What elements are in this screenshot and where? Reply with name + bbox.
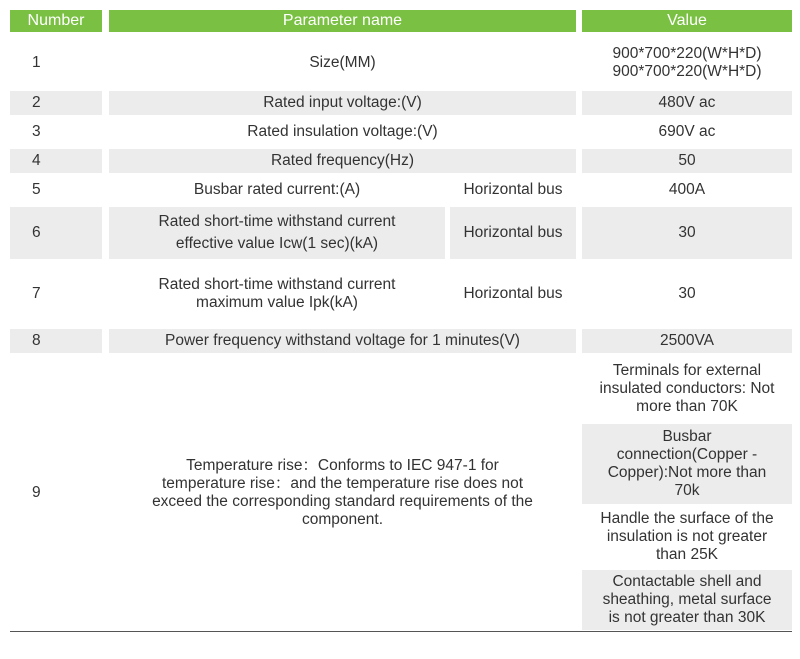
row-9-value-2-line-2: connection(Copper - xyxy=(616,446,758,463)
row-2-number: 2 xyxy=(10,91,102,115)
header-parameter-name: Parameter name xyxy=(109,10,576,32)
row-9-value-3-line-2: insulation is not greater xyxy=(606,528,768,545)
row-5-value: 400A xyxy=(582,177,792,203)
row-9-parameter-line-4: component. xyxy=(302,511,383,528)
row-9-value-3-line-3: than 25K xyxy=(655,546,719,563)
header-number: Number xyxy=(10,10,102,32)
row-3-number: 3 xyxy=(10,119,102,145)
row-6-parameter xyxy=(109,207,445,259)
row-9-value-4-line-2: sheathing, metal surface xyxy=(602,591,772,608)
row-9-parameter-line-3: exceed the corresponding standard requirements of the xyxy=(152,493,533,510)
row-6-number: 6 xyxy=(10,207,102,259)
row-7-parameter xyxy=(109,263,445,325)
row-5-number: 5 xyxy=(10,177,102,203)
row-1-parameter: Size(MM) xyxy=(109,37,576,89)
row-8-value: 2500VA xyxy=(582,329,792,353)
row-9-parameter xyxy=(109,357,576,629)
row-7-number: 7 xyxy=(10,263,102,325)
row-4-parameter: Rated frequency(Hz) xyxy=(109,149,576,173)
row-5-parameter: Busbar rated current:(A) xyxy=(109,177,445,203)
row-9-parameter-line-2: temperature rise：and the temperature rise does not xyxy=(162,475,523,492)
row-9-number: 9 xyxy=(10,357,102,629)
row-5-sub-parameter: Horizontal bus xyxy=(450,177,576,203)
row-6-parameter-line-1: Rated short-time withstand current xyxy=(158,213,396,230)
row-4-number: 4 xyxy=(10,149,102,173)
row-7-parameter-line-1: Rated short-time withstand current xyxy=(158,276,396,293)
row-6-parameter-line-2: effective value Icw(1 sec)(kA) xyxy=(175,235,379,252)
row-1-number: 1 xyxy=(10,37,102,89)
header-value: Value xyxy=(582,10,792,32)
row-9-value-4-line-1: Contactable shell and xyxy=(612,573,762,590)
row-2-value: 480V ac xyxy=(582,91,792,115)
row-9-value-2-line-1: Busbar xyxy=(662,428,712,445)
row-2-parameter: Rated input voltage:(V) xyxy=(109,91,576,115)
row-9-value-terminals xyxy=(582,357,792,421)
row-1-value-line-1: 900*700*220(W*H*D) xyxy=(612,45,762,62)
row-9-value-handle xyxy=(582,507,792,567)
row-9-value-2-line-4: 70k xyxy=(674,482,700,499)
row-9-value-1-line-2: insulated conductors: Not xyxy=(599,380,775,397)
row-9-value-1-line-3: more than 70K xyxy=(636,398,738,415)
row-9-value-1-line-1: Terminals for external xyxy=(612,362,762,379)
row-7-sub-parameter: Horizontal bus xyxy=(450,263,576,325)
row-3-parameter: Rated insulation voltage:(V) xyxy=(109,119,576,145)
row-9-value-2-line-3: Copper):Not more than xyxy=(607,464,767,481)
row-6-value: 30 xyxy=(582,207,792,259)
row-9-value-busbar xyxy=(582,424,792,504)
row-8-parameter: Power frequency withstand voltage for 1 minutes(V) xyxy=(109,329,576,353)
row-7-value: 30 xyxy=(582,263,792,325)
row-9-value-4-line-3: is not greater than 30K xyxy=(608,609,766,626)
row-8-number: 8 xyxy=(10,329,102,353)
row-1-value-line-2: 900*700*220(W*H*D) xyxy=(612,63,762,80)
row-1-value xyxy=(582,37,792,89)
row-4-value: 50 xyxy=(582,149,792,173)
row-9-value-3-line-1: Handle the surface of the xyxy=(600,510,774,527)
row-6-sub-parameter: Horizontal bus xyxy=(450,207,576,259)
row-3-value: 690V ac xyxy=(582,119,792,145)
row-9-value-shell xyxy=(582,570,792,630)
row-7-parameter-line-2: maximum value Ipk(kA) xyxy=(196,294,358,311)
row-9-parameter-line-1: Temperature rise：Conforms to IEC 947-1 for xyxy=(186,457,499,474)
table-bottom-border xyxy=(10,631,792,632)
